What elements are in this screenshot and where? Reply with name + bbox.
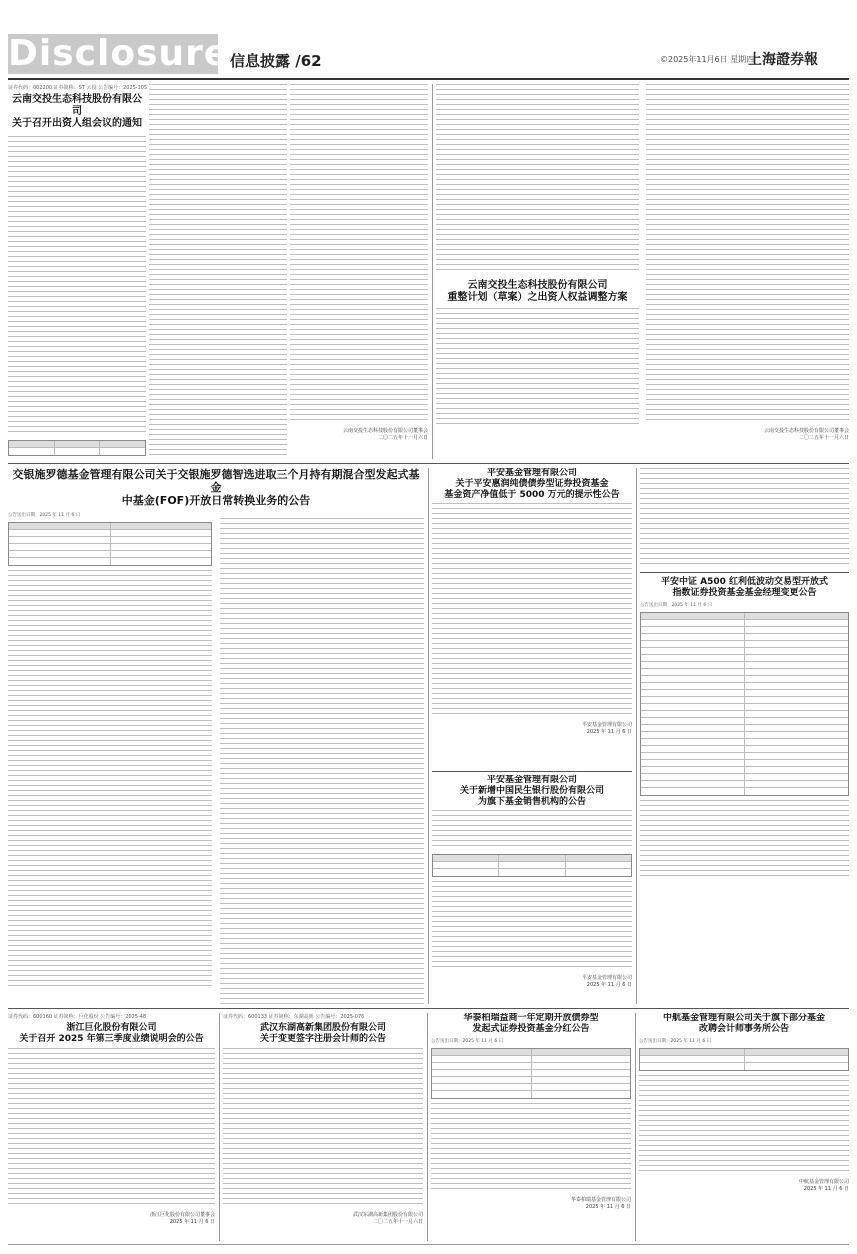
announcement-yunnan-meeting bbox=[8, 84, 428, 459]
announcement-title: 关于召开 2025 年第三季度业绩说明会的公告 bbox=[19, 1033, 204, 1044]
announcement-title-line3: 为旗下基金销售机构的公告 bbox=[477, 796, 586, 807]
body-text bbox=[220, 518, 424, 1004]
signature bbox=[646, 428, 849, 442]
signature bbox=[8, 1212, 215, 1226]
body-text bbox=[432, 503, 632, 718]
body-text bbox=[8, 1048, 215, 1208]
company-name: 云南交投生态科技股份有限公司 bbox=[12, 94, 142, 117]
body-text bbox=[432, 881, 632, 971]
body-text bbox=[431, 1103, 631, 1193]
signer: 中航基金管理有限公司 bbox=[798, 1178, 849, 1185]
sign-date: 2025 年 11 月 6 日 bbox=[586, 729, 632, 736]
signature bbox=[223, 1212, 423, 1226]
body-text bbox=[436, 308, 639, 428]
body-text bbox=[149, 84, 287, 459]
fund-manager-table bbox=[640, 612, 849, 796]
body-text bbox=[8, 570, 212, 990]
publish-date: 公告送出日期：2025 年 11 月 6 日 bbox=[640, 602, 713, 608]
signature bbox=[432, 975, 632, 989]
announcement-title-line1: 平安基金管理有限公司 bbox=[486, 775, 577, 785]
sign-date: 2025 年 11 月 6 日 bbox=[586, 982, 632, 989]
fund-list-table bbox=[639, 1048, 849, 1071]
announcement-title-line2: 关于平安惠润纯债债券型证券投资基金 bbox=[455, 478, 609, 489]
signature bbox=[290, 428, 428, 442]
announcement-title: 关于召开出资人组会议的通知 bbox=[12, 118, 142, 129]
newspaper-logo: 上海證券報 bbox=[748, 52, 818, 68]
body-text bbox=[223, 1048, 423, 1208]
announcement-heading bbox=[639, 1013, 849, 1035]
announcement-title-line1: 平安中证 A500 红利低波动交易型开放式 bbox=[660, 577, 829, 587]
sign-date: 二〇二五年十一月六日 bbox=[372, 1218, 423, 1225]
announcement-pingan-minsheng bbox=[432, 775, 632, 1004]
announcement-yunnan-plan bbox=[436, 84, 849, 459]
announcement-heading bbox=[223, 1023, 423, 1045]
body-text bbox=[432, 810, 632, 850]
sign-date: 二〇二五年十一月六日 bbox=[798, 435, 849, 441]
announcement-title: 重整计划（草案）之出资人权益调整方案 bbox=[447, 292, 628, 303]
body-text bbox=[8, 136, 146, 436]
announcement-title-line2: 发起式证券投资基金分红公告 bbox=[472, 1023, 590, 1034]
stock-codes: 证券代码：002200 证券简称：ST 云投 公告编号：2025-105 bbox=[8, 85, 148, 91]
announcement-huatai-dividend bbox=[431, 1013, 631, 1241]
bottom-rule bbox=[8, 1244, 849, 1245]
stock-codes: 证券代码：600160 证券简称：巨化股份 公告编号：2025-48 bbox=[8, 1014, 147, 1020]
announcement-heading bbox=[431, 1013, 631, 1035]
signature bbox=[432, 722, 632, 736]
publish-date: 公告送出日期：2025 年 11 月 6 日 bbox=[8, 512, 81, 518]
body-text bbox=[640, 468, 849, 568]
sign-date: 2025 年 11 月 6 日 bbox=[169, 1218, 215, 1225]
announcement-pingan-a500 bbox=[640, 468, 849, 1004]
sales-agency-table bbox=[432, 854, 632, 877]
signer: 华泰柏瑞基金管理有限公司 bbox=[570, 1196, 631, 1203]
company-name: 云南交投生态科技股份有限公司 bbox=[467, 280, 608, 291]
announcement-heading bbox=[432, 468, 632, 500]
body-text bbox=[646, 84, 849, 424]
announcement-title-line3: 基金资产净值低于 5000 万元的提示性公告 bbox=[444, 489, 620, 500]
announcement-title-line2: 中基金(FOF)开放日常转换业务的公告 bbox=[121, 494, 311, 508]
publish-date: 公告送出日期：2025 年 11 月 6 日 bbox=[639, 1038, 712, 1044]
announcement-title-line1: 平安基金管理有限公司 bbox=[486, 468, 577, 478]
company-name: 武汉东湖高新集团股份有限公司 bbox=[259, 1023, 386, 1033]
sign-date: 2025 年 11 月 6 日 bbox=[585, 1203, 631, 1210]
announcement-title-line2: 关于新增中国民生银行股份有限公司 bbox=[459, 785, 604, 796]
signer: 平安基金管理有限公司 bbox=[581, 975, 632, 982]
signer: 武汉东湖高新集团股份有限公司 bbox=[352, 1211, 423, 1218]
announcement-heading bbox=[640, 577, 849, 599]
announcement-title-line1: 交银施罗德基金管理有限公司关于交银施罗德智选进取三个月持有期混合型发起式基金 bbox=[12, 468, 420, 495]
signature bbox=[639, 1179, 849, 1193]
announcement-heading bbox=[436, 280, 639, 304]
disclosure-logo: Disclosure bbox=[8, 33, 230, 74]
announcement-pingan-huirun bbox=[432, 468, 632, 768]
body-text bbox=[290, 84, 428, 424]
sign-date: 2025 年 11 月 6 日 bbox=[803, 1185, 849, 1192]
announcement-heading bbox=[8, 1023, 215, 1045]
announcement-juhua bbox=[8, 1013, 215, 1241]
announcement-title-line2: 改聘会计师事务所公告 bbox=[698, 1023, 789, 1034]
top-rule bbox=[8, 78, 849, 80]
announcement-title-line2: 指数证券投资基金基金经理变更公告 bbox=[672, 587, 817, 598]
signer: 云南交投生态科技股份有限公司董事会 bbox=[763, 428, 849, 434]
signature bbox=[431, 1197, 631, 1211]
body-text bbox=[640, 800, 849, 880]
section-title: 信息披露 /62 bbox=[230, 52, 322, 70]
announcement-title: 关于变更签字注册会计师的公告 bbox=[259, 1033, 386, 1044]
fund-info-table bbox=[8, 522, 212, 566]
signer: 云南交投生态科技股份有限公司董事会 bbox=[342, 428, 428, 434]
sign-date: 二〇二五年十一月六日 bbox=[377, 435, 428, 441]
body-text bbox=[436, 84, 639, 274]
publish-date: 公告送出日期：2025 年 11 月 6 日 bbox=[431, 1038, 504, 1044]
announcement-heading bbox=[8, 468, 424, 508]
announcement-heading bbox=[8, 94, 146, 130]
announcement-avic-auditor bbox=[639, 1013, 849, 1241]
data-table bbox=[8, 440, 146, 456]
announcement-bocom-fof bbox=[8, 468, 424, 1004]
announcement-title-line1: 华泰柏瑞益商一年定期开放债券型 bbox=[463, 1013, 599, 1023]
stock-codes: 证券代码：600133 证券简称：东湖高新 公告编号：2025-076 bbox=[223, 1014, 365, 1020]
dividend-table bbox=[431, 1048, 631, 1099]
signer: 浙江巨化股份有限公司董事会 bbox=[149, 1211, 215, 1218]
announcement-title-line1: 中航基金管理有限公司关于旗下部分基金 bbox=[662, 1013, 825, 1023]
body-text bbox=[639, 1075, 849, 1175]
issue-date: ©2025年11月6日 星期四 bbox=[660, 55, 755, 64]
company-name: 浙江巨化股份有限公司 bbox=[66, 1023, 157, 1033]
announcement-donghu bbox=[223, 1013, 423, 1241]
signer: 平安基金管理有限公司 bbox=[581, 722, 632, 729]
masthead bbox=[0, 0, 857, 82]
announcement-heading bbox=[432, 775, 632, 807]
